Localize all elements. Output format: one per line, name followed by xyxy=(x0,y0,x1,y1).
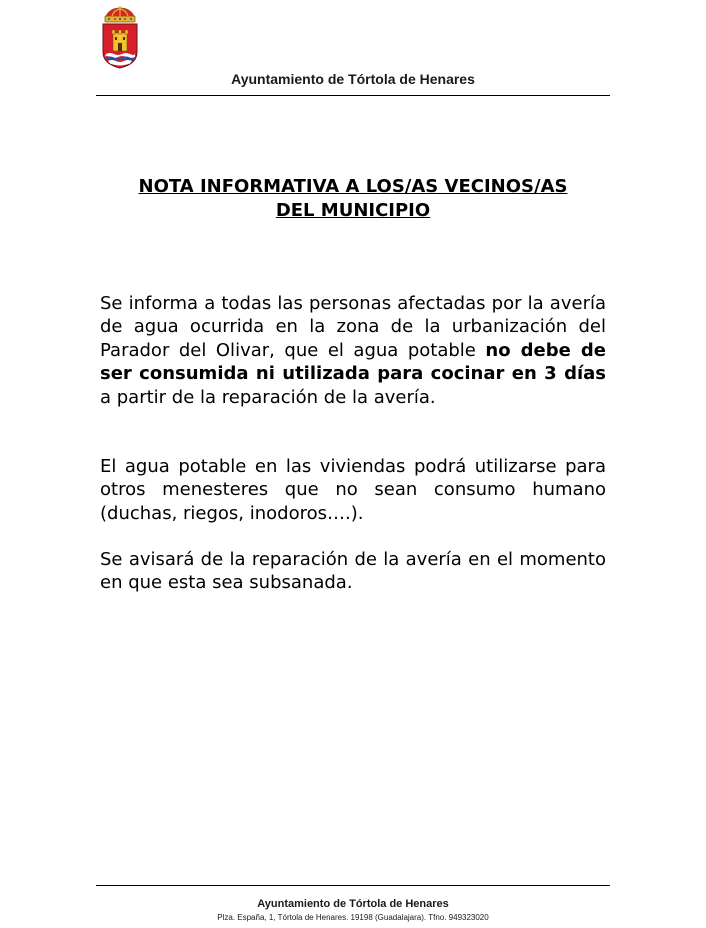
document-title xyxy=(100,175,606,223)
paragraph-1-text-before: Se informa a todas las personas afectadas por la avería de agua ocurrida en la zona de la urbanización del Parador del Olivar, que el agua potable xyxy=(100,293,606,361)
footer-title: Ayuntamiento de Tórtola de Henares xyxy=(257,898,449,910)
paragraph-3: Se avisará de la reparación de la avería en el momento en que esta sea subsanada. xyxy=(100,549,606,594)
document-title-line-1: NOTA INFORMATIVA A LOS/AS VECINOS/AS xyxy=(138,176,568,197)
coat-of-arms-icon xyxy=(100,6,140,70)
document-title-line-2: DEL MUNICIPIO xyxy=(275,200,431,221)
paragraph-1 xyxy=(100,292,606,409)
header-divider xyxy=(96,95,610,96)
footer-address: Plza. España, 1, Tórtola de Henares. 19198 (Guadalajara). Tfno. 949323020 xyxy=(217,913,489,922)
paragraph-1-bold-text: no debe de ser consumida ni utilizada para cocinar en 3 días xyxy=(100,339,607,385)
paragraph-2: El agua potable en las viviendas podrá utilizarse para otros menesteres que no sean consumo humano (duchas, riegos, inodoros….). xyxy=(100,456,606,524)
footer-divider xyxy=(96,885,610,886)
paragraph-1-text-after: a partir de la reparación de la avería. xyxy=(100,386,436,408)
header-title: Ayuntamiento de Tórtola de Henares xyxy=(231,71,475,87)
